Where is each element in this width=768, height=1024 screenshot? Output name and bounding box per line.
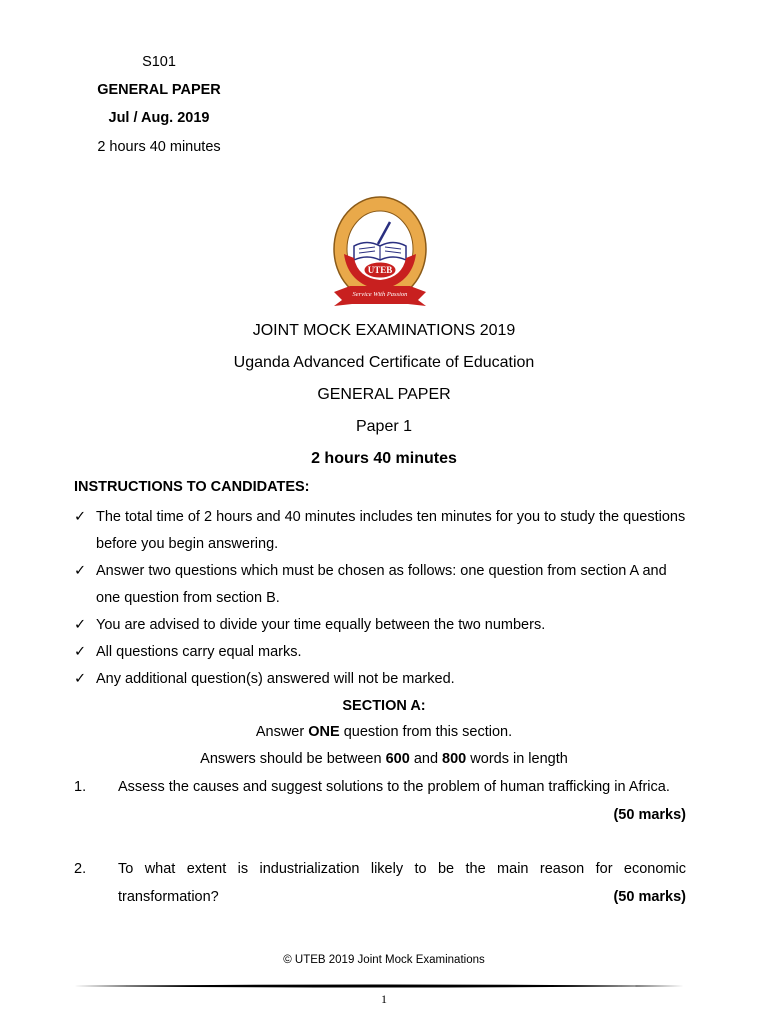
paper-subject: GENERAL PAPER — [97, 82, 221, 98]
section-a-heading: SECTION A: — [342, 698, 426, 714]
exam-duration: 2 hours 40 minutes — [97, 139, 221, 155]
check-icon: ✓ — [74, 509, 87, 525]
instructions-heading: INSTRUCTIONS TO CANDIDATES: — [74, 479, 310, 495]
marks-label: (50 marks) — [613, 807, 686, 823]
exam-title: JOINT MOCK EXAMINATIONS 2019 — [252, 322, 516, 339]
section-a-instruction: Answer ONE question from this section. — [255, 724, 513, 740]
instruction-item: ✓ Any additional question(s) answered will not be marked. — [74, 666, 694, 693]
exam-date: Jul / Aug. 2019 — [108, 110, 210, 126]
instruction-item: ✓ You are advised to divide your time equally between the two numbers. — [74, 612, 694, 639]
question-1: 1. Assess the causes and suggest solutions to the problem of human trafficking in Africa. (50 marks) — [74, 773, 686, 833]
question-2: 2. To what extent is industrialization likely to be the main reason for economic transformation? (50 marks) — [74, 855, 686, 915]
instruction-item: ✓ All questions carry equal marks. — [74, 639, 694, 666]
footer-copyright: © UTEB 2019 Joint Mock Examinations — [283, 954, 485, 966]
certificate-title: Uganda Advanced Certificate of Education — [233, 354, 535, 371]
word-length-instruction: Answers should be between 600 and 800 words in length — [200, 751, 568, 767]
check-icon: ✓ — [74, 617, 87, 633]
logo-abbrev: UTEB — [367, 265, 393, 275]
page-number: 1 — [381, 992, 387, 1006]
logo-motto: Service With Passion — [352, 291, 408, 298]
subject-title: GENERAL PAPER — [317, 386, 451, 403]
instruction-item: ✓ The total time of 2 hours and 40 minutes includes ten minutes for you to study the questions before you begin answering. — [74, 504, 694, 558]
check-icon: ✓ — [74, 644, 87, 660]
paper-number: Paper 1 — [355, 418, 413, 435]
check-icon: ✓ — [74, 563, 87, 579]
check-icon: ✓ — [74, 671, 87, 687]
paper-code: S101 — [142, 54, 176, 70]
instruction-item: ✓ Answer two questions which must be chosen as follows: one question from section A and one question from section B. — [74, 558, 694, 612]
uteb-logo — [330, 194, 430, 314]
marks-label: (50 marks) — [613, 889, 686, 905]
title-duration: 2 hours 40 minutes — [311, 450, 457, 467]
footer-rule — [74, 984, 684, 988]
